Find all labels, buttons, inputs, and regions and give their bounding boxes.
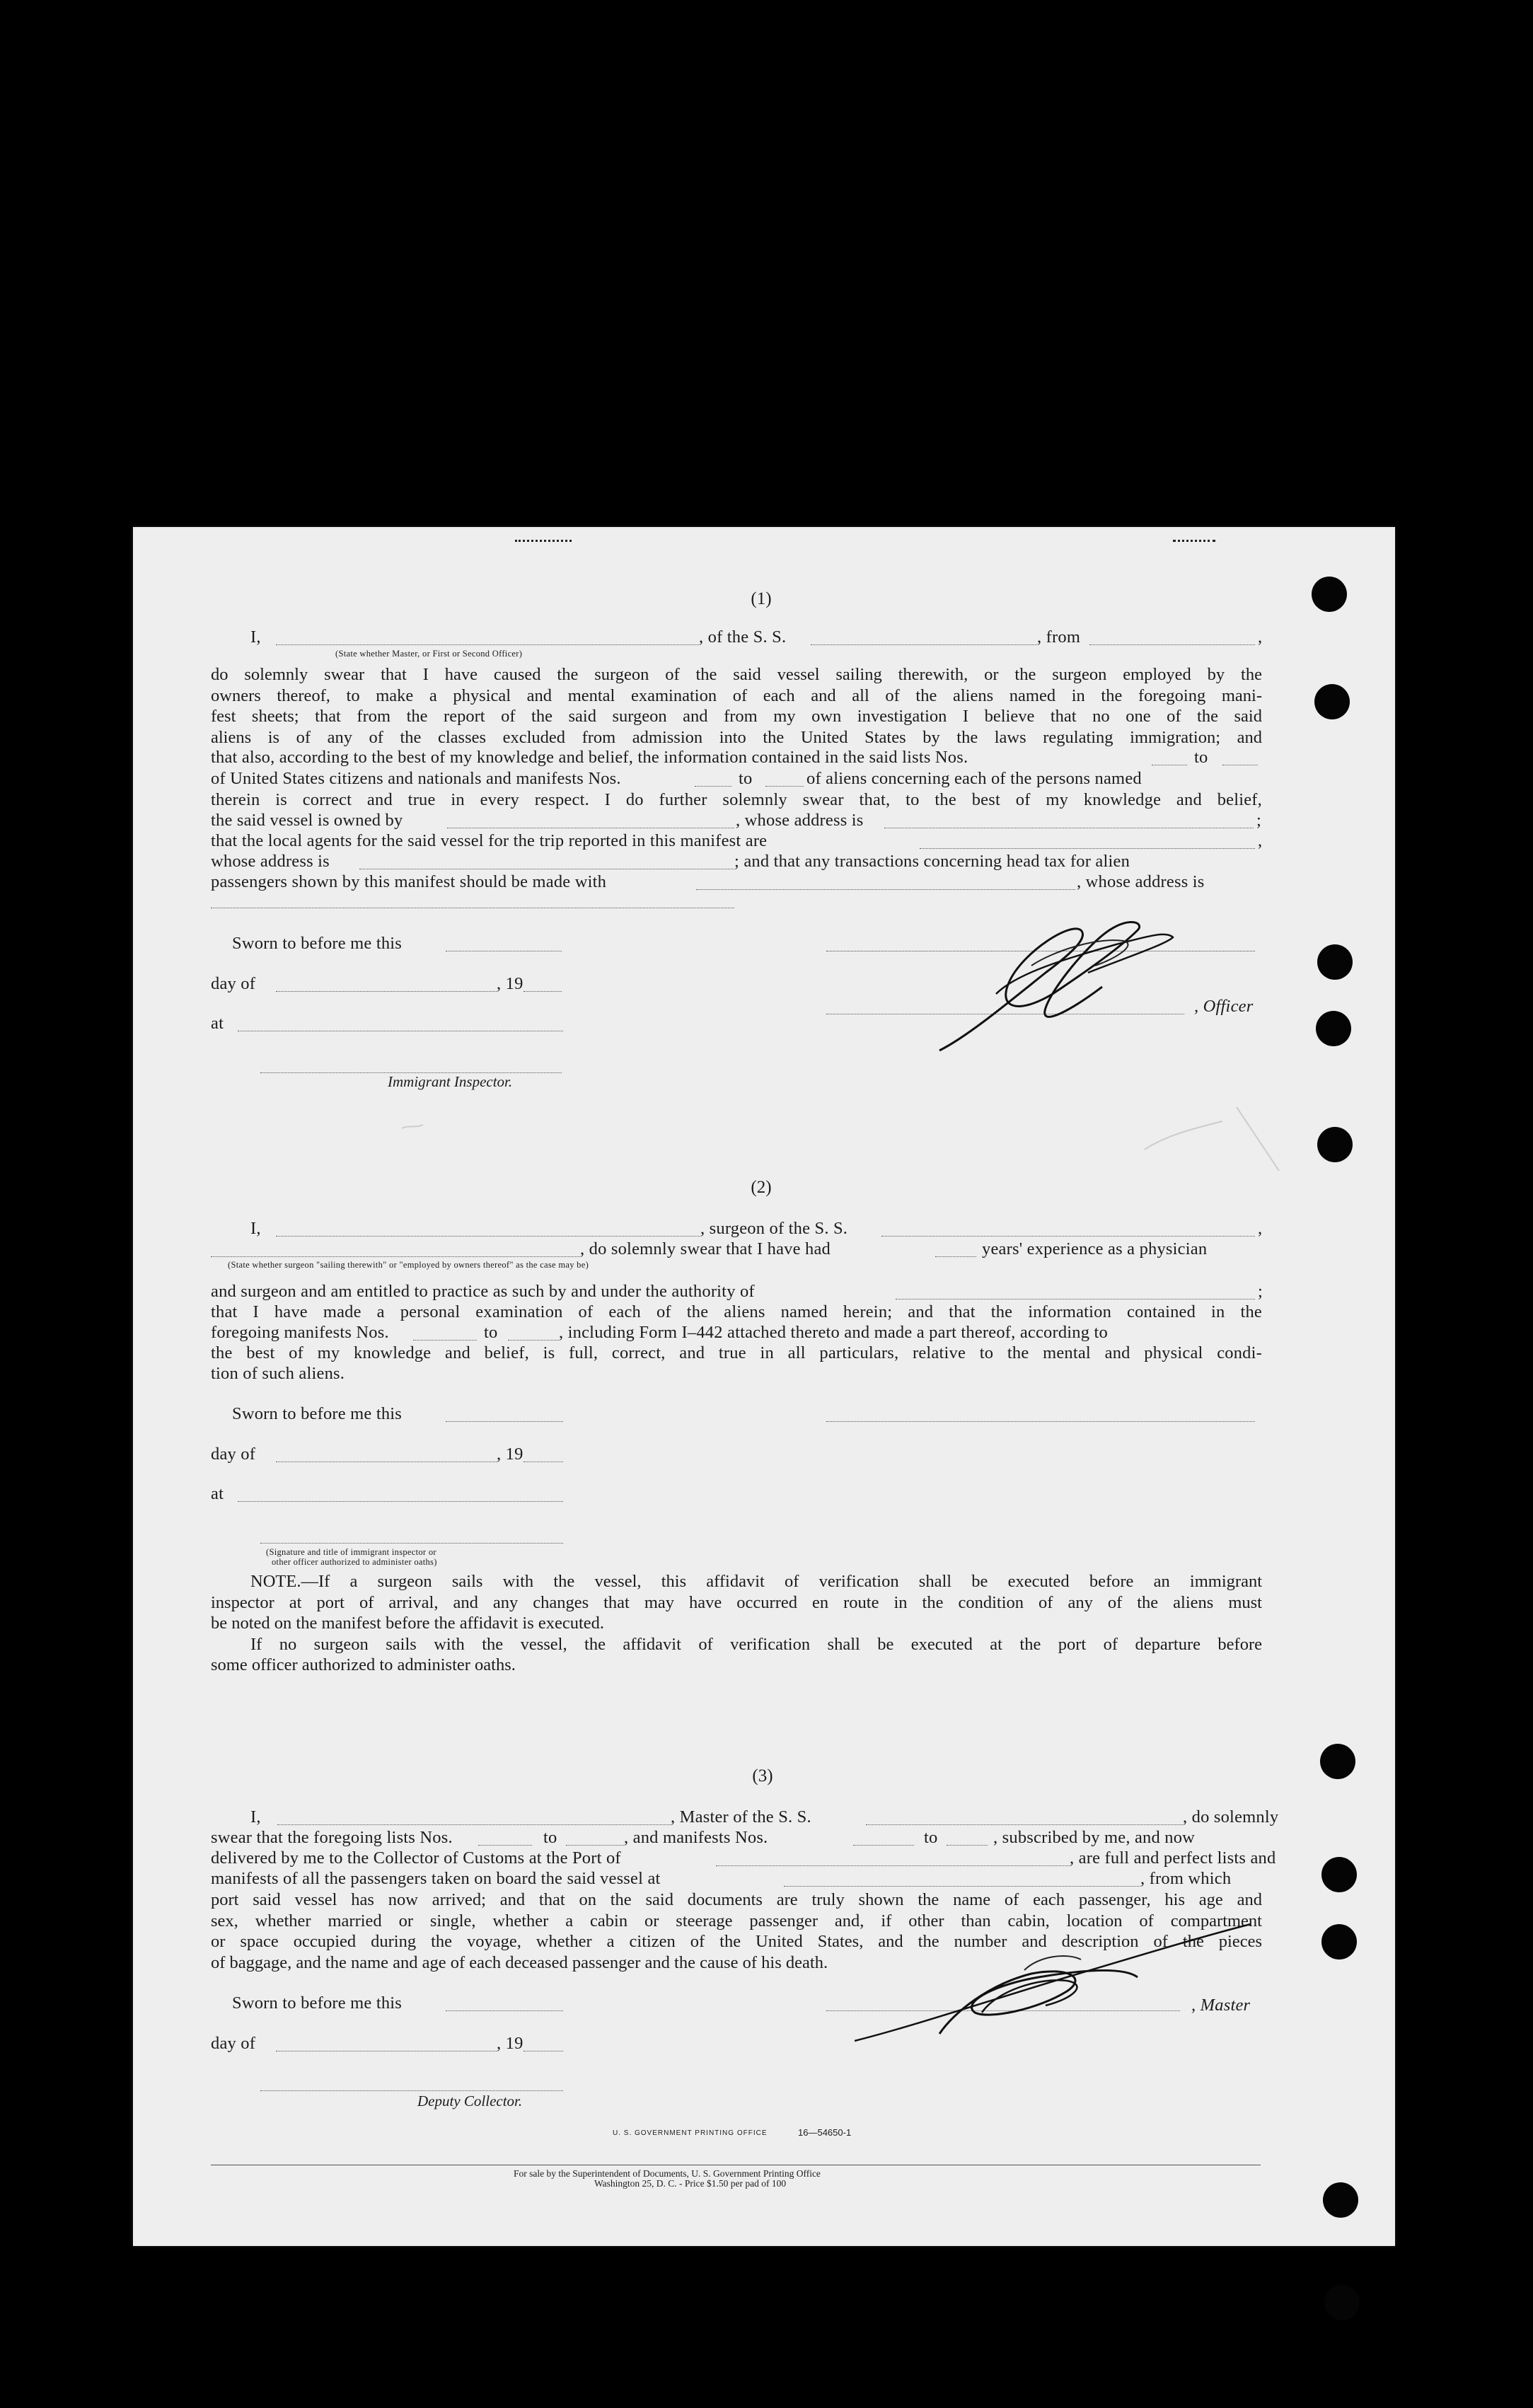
sec1-comma: ,	[1258, 627, 1263, 647]
sec2-surgeon-field[interactable]	[276, 1236, 700, 1237]
sec3-lists-to-field[interactable]	[566, 1845, 624, 1846]
sec2-signature-line[interactable]	[826, 1421, 1255, 1422]
sec1-manifests-tail: of aliens concerning each of the persons named	[806, 769, 1142, 788]
sec3-solemnly: , do solemnly	[1183, 1807, 1279, 1827]
sec2-sig-caption-2: other officer authorized to administer oaths)	[272, 1557, 437, 1567]
form-page	[133, 527, 1395, 2246]
sec1-manifests-to: to	[739, 769, 753, 788]
sec3-manifests-from-field[interactable]	[853, 1845, 914, 1846]
sec2-foregoing-tail: , including Form I–442 attached thereto and made a part thereof, according to	[559, 1323, 1108, 1342]
sec1-passengers-tail: , whose address is	[1077, 872, 1205, 891]
sec3-delivered-tail: , are full and perfect lists and	[1070, 1848, 1276, 1868]
sec2-sworn: Sworn to before me this	[232, 1404, 403, 1423]
sec1-manifests-from-field[interactable]	[695, 786, 731, 787]
sec1-from-field[interactable]	[1089, 644, 1255, 645]
sec2-note-line: inspector at port of arrival, and any changes that may have occurred en route in the condition of any of the aliens must	[211, 1592, 1262, 1612]
sec3-i: I,	[250, 1807, 261, 1827]
sec1-i: I,	[250, 627, 261, 647]
sec2-manifest-to-field[interactable]	[508, 1340, 559, 1341]
sec3-from-which: , from which	[1140, 1869, 1232, 1888]
sec1-address-tail: ; and that any transactions concerning head tax for alien	[734, 852, 1130, 871]
gpo-imprint: U. S. GOVERNMENT PRINTING OFFICE	[613, 2129, 768, 2137]
sec2-inspector-sig-field[interactable]	[260, 1543, 563, 1544]
sec3-deputy-label: Deputy Collector.	[417, 2092, 523, 2109]
sec3-manifests-to: to	[924, 1828, 938, 1847]
edge-mark	[1173, 536, 1215, 542]
sec1-of-ss: , of the S. S.	[699, 627, 787, 647]
sec2-foregoing-text: foregoing manifests Nos.	[211, 1323, 389, 1342]
punch-hole	[1320, 1744, 1355, 1779]
sec1-agents-field[interactable]	[920, 848, 1255, 849]
sec2-ss-field[interactable]	[881, 1236, 1255, 1237]
sec3-port-field[interactable]	[716, 1865, 1070, 1866]
sec1-agents-text: that the local agents for the said vessel for the trip reported in this manifest are	[211, 831, 768, 850]
sec2-swear: , do solemnly swear that I have had	[580, 1239, 831, 1258]
sec3-master-field[interactable]	[277, 1824, 671, 1825]
punch-hole	[1316, 1011, 1351, 1046]
sec2-note	[211, 1571, 1262, 1676]
sec3-body-line: of baggage, and the name and age of each deceased passenger and the cause of his death.	[211, 1952, 828, 1972]
sec3-lists-to: to	[543, 1828, 557, 1847]
sec3-subscribed: , subscribed by me, and now	[993, 1828, 1196, 1847]
sec3-master-label: , Master	[1191, 1996, 1251, 2015]
sec3-19: , 19	[497, 2034, 523, 2053]
sec1-at: at	[211, 1014, 224, 1033]
sec1-agents-comma: ,	[1258, 831, 1263, 850]
sec1-owned-semi: ;	[1256, 811, 1262, 830]
sec3-ss-field[interactable]	[866, 1824, 1183, 1825]
master-signature	[855, 1914, 1265, 2048]
sec1-sworn: Sworn to before me this	[232, 934, 403, 953]
sec3-sworn-date-field[interactable]	[446, 2010, 563, 2011]
sec2-comma: ,	[1258, 1219, 1263, 1238]
sec2-years-field[interactable]	[935, 1256, 976, 1257]
sec2-sig-caption-1: (Signature and title of immigrant inspector or	[266, 1547, 436, 1557]
sec2-exam-line: that I have made a personal examination of each of the aliens named herein; and that the information contained in the	[211, 1302, 1262, 1321]
sec3-lists-text: swear that the foregoing lists Nos.	[211, 1828, 453, 1847]
sec2-19: , 19	[497, 1445, 523, 1464]
punch-hole	[1321, 1924, 1357, 1960]
sec1-address-text: whose address is	[211, 852, 330, 871]
punch-hole	[1312, 577, 1347, 612]
sec1-body	[211, 664, 1262, 748]
punch-hole	[1314, 684, 1350, 719]
sec2-surgeon-of: , surgeon of the S. S.	[700, 1219, 848, 1238]
edge-mark	[515, 536, 572, 542]
sec1-body-line: fest sheets; that from the report of the said surgeon and from my own investigation I believe that no one of the said	[211, 707, 1262, 726]
sec1-manifests-to-field[interactable]	[765, 786, 804, 787]
sec2-day-field[interactable]	[276, 1461, 497, 1462]
sec2-sworn-date-field[interactable]	[446, 1421, 563, 1422]
sec3-body-line: sex, whether married or single, whether a cabin or steerage passenger and, if other than cabin, location of compartment	[211, 1911, 1262, 1931]
sec3-manifests-line: manifests of all the passengers taken on board the said vessel at	[211, 1869, 661, 1888]
sec1-ss-field[interactable]	[811, 644, 1037, 645]
sec3-body-line: port said vessel has now arrived; and that on the said documents are truly shown the name of each passenger, his age and	[211, 1890, 1262, 1909]
sec1-passengers-text: passengers shown by this manifest should be made with	[211, 872, 607, 891]
sec3-body-line: or space occupied during the voyage, whether a citizen of the United States, and the number and description of the pieces	[211, 1932, 1262, 1951]
sec2-foregoing-to: to	[484, 1323, 498, 1342]
sec2-day-of: day of	[211, 1445, 256, 1464]
section-3-number: (3)	[752, 1766, 773, 1785]
sec1-day-field[interactable]	[276, 991, 497, 992]
sec1-inspector-label: Immigrant Inspector.	[388, 1073, 513, 1090]
sec3-delivered-text: delivered by me to the Collector of Customs at the Port of	[211, 1848, 621, 1868]
sec1-owned-text: the said vessel is owned by	[211, 811, 403, 830]
sec1-body-line: do solemnly swear that I have caused the surgeon of the said vessel sailing therewith, or the surgeon employed by the	[211, 665, 1262, 684]
sec1-master-field[interactable]	[276, 644, 699, 645]
sec1-lists-text: that also, according to the best of my knowledge and belief, the information contained in the said lists Nos.	[211, 748, 968, 767]
form-code: 16—54650-1	[798, 2127, 852, 2138]
sec1-correct-line: therein is correct and true in every respect. I do further solemnly swear that, to the best of my knowledge and belief,	[211, 790, 1262, 809]
sec1-day-of: day of	[211, 974, 256, 993]
sec1-manifests-text: of United States citizens and nationals and manifests Nos.	[211, 769, 621, 788]
sec1-body-line: aliens is of any of the classes excluded from admission into the United States by the laws regulating immigration; and	[211, 727, 1262, 747]
sec2-authority-text: and surgeon and am entitled to practice as such by and under the authority of	[211, 1282, 755, 1301]
price-notice: Washington 25, D. C. - Price $1.50 per pad of 100	[594, 2178, 787, 2189]
sec1-19: , 19	[497, 974, 523, 993]
sec1-master-caption: (State whether Master, or First or Second Officer)	[335, 649, 523, 659]
section-2-number: (2)	[751, 1178, 772, 1197]
sec3-master-of: , Master of the S. S.	[671, 1807, 811, 1827]
punch-hole	[1321, 1857, 1357, 1892]
sec2-at-field[interactable]	[238, 1501, 563, 1502]
sec2-note-line: be noted on the manifest before the affidavit is executed.	[211, 1614, 605, 1633]
sec2-tion-line: tion of such aliens.	[211, 1364, 345, 1383]
sec2-surgeon-caption: (State whether surgeon "sailing therewith" or "employed by owners thereof" as the case may be)	[228, 1260, 589, 1270]
sec1-lists-to: to	[1194, 748, 1208, 767]
sec1-body-line: owners thereof, to make a physical and mental examination of each and all of the aliens named in the foregoing mani-	[211, 685, 1262, 705]
sec3-manifests-to-field[interactable]	[947, 1845, 988, 1846]
section-1-number: (1)	[751, 589, 772, 608]
sec3-day-of: day of	[211, 2034, 256, 2053]
sale-notice: For sale by the Superintendent of Documents, U. S. Government Printing Office	[514, 2168, 821, 2179]
sec2-authority-semi: ;	[1258, 1282, 1263, 1301]
sec2-note-line: NOTE.—If a surgeon sails with the vessel, this affidavit of verification shall be executed before an immigrant	[250, 1572, 1262, 1591]
punch-hole	[1324, 2285, 1360, 2320]
sec2-status-field[interactable]	[211, 1256, 580, 1257]
sec2-at: at	[211, 1484, 224, 1503]
faint-marks	[402, 1107, 1321, 1305]
sec2-year-field[interactable]	[523, 1461, 563, 1462]
sec3-lists-from-field[interactable]	[478, 1845, 532, 1846]
sec3-manifests-text: , and manifests Nos.	[624, 1828, 768, 1847]
sec2-i: I,	[250, 1219, 261, 1238]
sec1-from: , from	[1037, 627, 1081, 647]
sec3-collector-sig-field[interactable]	[260, 2090, 563, 2091]
punch-hole	[1317, 1127, 1353, 1162]
sec1-owned-address: , whose address is	[736, 811, 864, 830]
sec2-years-text: years' experience as a physician	[982, 1239, 1208, 1258]
punch-hole	[1323, 2182, 1358, 2218]
officer-signature	[911, 888, 1265, 1058]
sec2-manifest-from-field[interactable]	[413, 1340, 477, 1341]
sec2-best-line: the best of my knowledge and belief, is full, correct, and true in all particulars, relative to the mental and physical condi-	[211, 1343, 1262, 1362]
sec1-year-field[interactable]	[523, 991, 562, 992]
sec3-boarding-port-field[interactable]	[784, 1886, 1140, 1887]
sec1-officer-label: , Officer	[1194, 997, 1254, 1016]
sec3-sworn: Sworn to before me this	[232, 1993, 403, 2013]
sec2-note2-line: If no surgeon sails with the vessel, the affidavit of verification shall be executed at the port of departure before	[250, 1634, 1262, 1654]
punch-hole	[1317, 944, 1353, 980]
sec2-note2-line: some officer authorized to administer oaths.	[211, 1655, 516, 1674]
